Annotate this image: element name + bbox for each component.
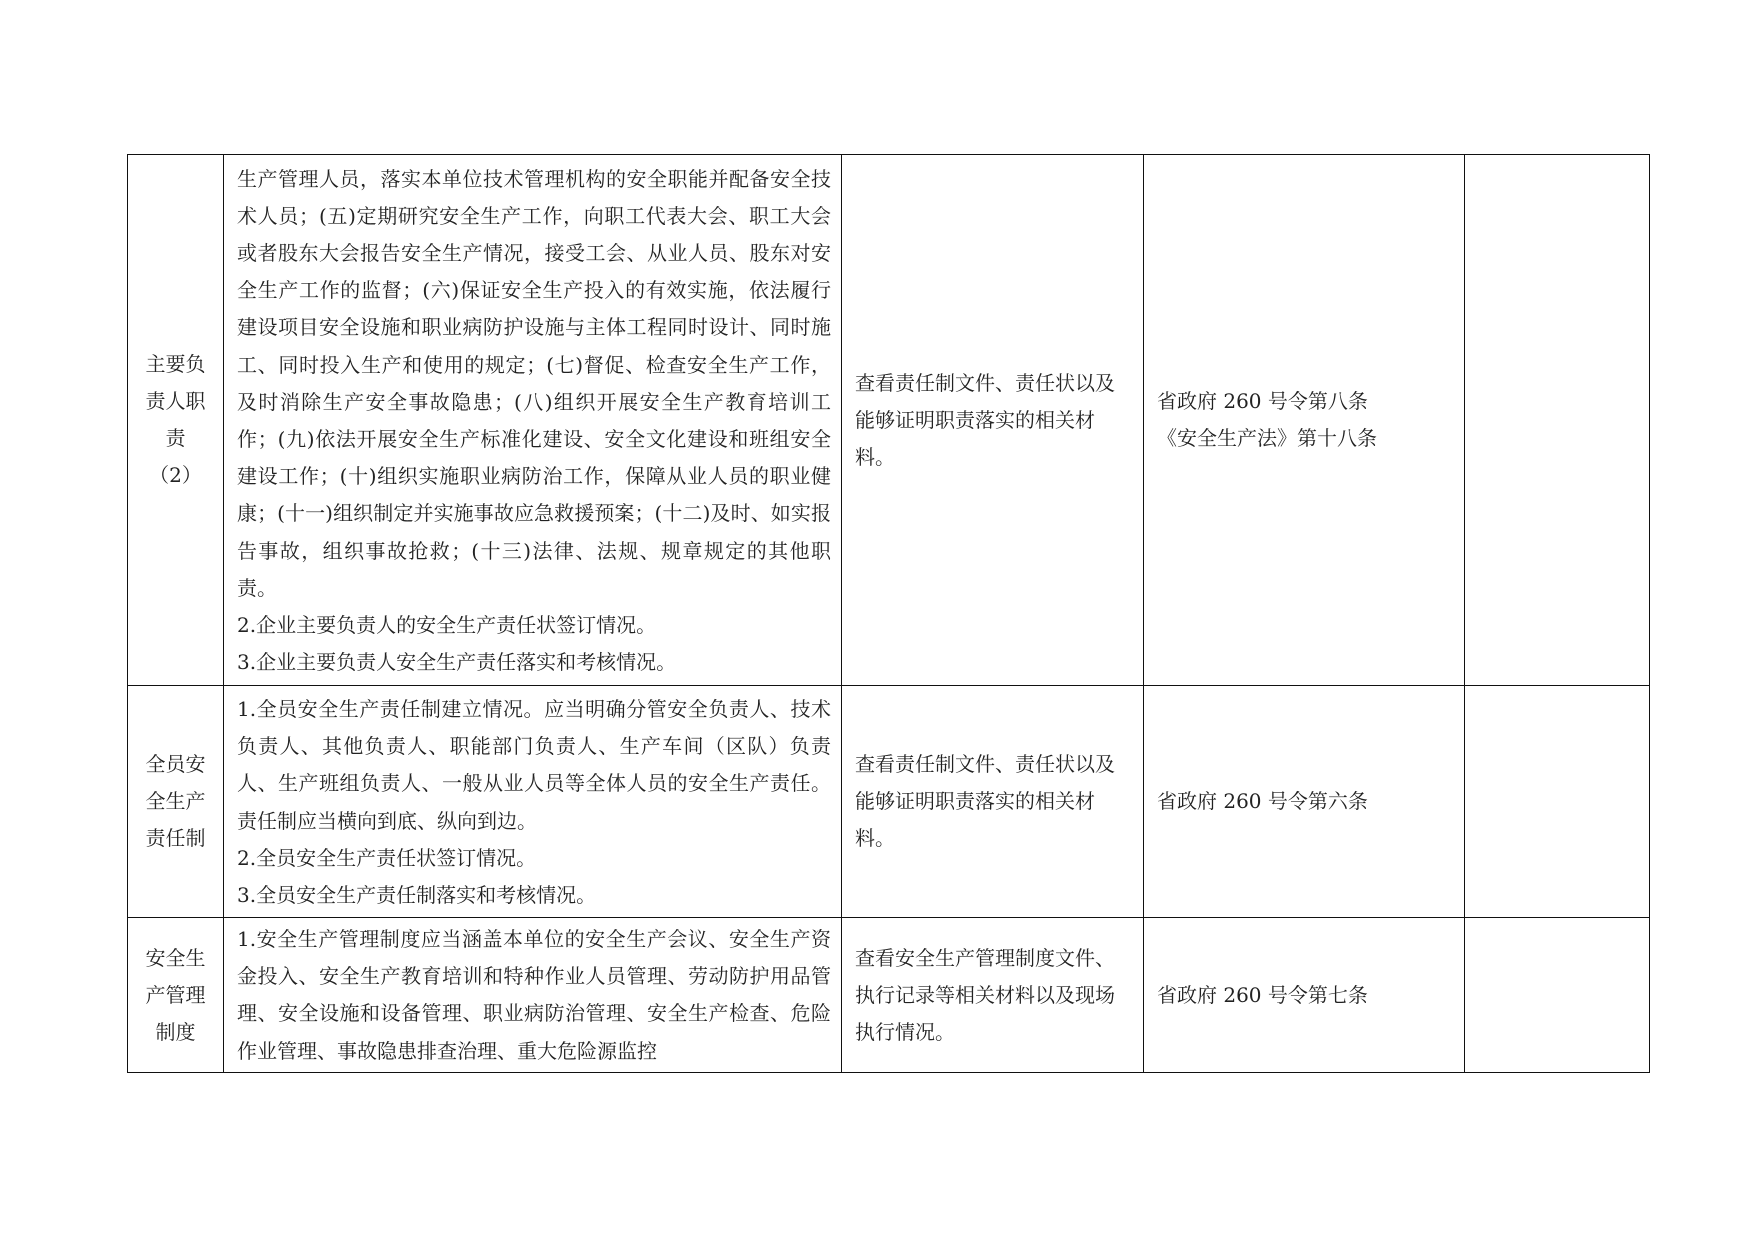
item-name-cell xyxy=(128,686,224,918)
content-paragraph: 生产管理人员，落实本单位技术管理机构的安全职能并配备安全技术人员；(五)定期研究安全生产工作，向职工代表大会、职工大会或者股东大会报告安全生产情况，接受工会、从业人员、股东对安全生产工作的监督；(六)保证安全生产投入的有效实施，依法履行建设项目安全设施和职业病防护设施与主体工程同时设计、同时施工、同时投入生产和使用的规定；(七)督促、检查安全生产工作，及时消除生产安全事故隐患；(八)组织开展安全生产教育培训工作；(九)依法开展安全生产标准化建设、安全文化建设和班组安全建设工作；(十)组织实施职业病防治工作，保障从业人员的职业健康；(十一)组织制定并实施事故应急救援预案；(十二)及时、如实报告事故，组织事故抢救；(十三)法律、法规、规章规定的其他职责。 xyxy=(237,166,831,600)
item-name-cell xyxy=(128,155,224,686)
method-cell xyxy=(842,686,1144,918)
item-name-cell xyxy=(128,918,224,1073)
basis-cell xyxy=(1144,686,1465,918)
basis-line: 省政府 260 号令第七条 xyxy=(1157,982,1368,1007)
content-cell xyxy=(224,155,842,686)
remark-cell xyxy=(1465,155,1650,686)
item-name-line: 责任制 xyxy=(145,826,206,850)
content-paragraph: 3.全员安全生产责任制落实和考核情况。 xyxy=(237,882,597,907)
item-name-line: 责人职 xyxy=(145,389,206,413)
basis-line: 省政府 260 号令第六条 xyxy=(1157,789,1368,813)
content-paragraph: 2.企业主要负责人的安全生产责任状签订情况。 xyxy=(237,613,657,638)
content-paragraph: 3.企业主要负责人安全生产责任落实和考核情况。 xyxy=(237,650,677,675)
remark-cell xyxy=(1465,918,1650,1073)
method-text: 查看责任制文件、责任状以及能够证明职责落实的相关材料。 xyxy=(855,752,1115,850)
table-row xyxy=(128,155,1650,686)
method-cell xyxy=(842,155,1144,686)
item-name-line: 全生产 xyxy=(145,789,206,813)
item-name-line: 主要负 xyxy=(145,352,206,376)
content-cell xyxy=(224,686,842,918)
item-name-line: 责 xyxy=(165,426,186,450)
inspection-table xyxy=(127,154,1650,1073)
basis-line: 《安全生产法》第十八条 xyxy=(1157,426,1377,450)
content-paragraph: 1.全员安全生产责任制建立情况。应当明确分管安全负责人、技术负责人、其他负责人、职能部门负责人、生产车间（区队）负责人、生产班组负责人、一般从业人员等全体人员的安全生产责任。责任制应当横向到底、纵向到边。 xyxy=(237,696,831,833)
table-row xyxy=(128,918,1650,1073)
item-name-line: （2） xyxy=(149,463,202,487)
content-cell xyxy=(224,918,842,1073)
method-text: 查看责任制文件、责任状以及能够证明职责落实的相关材料。 xyxy=(855,370,1115,469)
item-name-line: 全员安 xyxy=(145,752,206,776)
method-text: 查看安全生产管理制度文件、执行记录等相关材料以及现场执行情况。 xyxy=(855,945,1115,1044)
method-cell xyxy=(842,918,1144,1073)
content-paragraph: 2.全员安全生产责任状签订情况。 xyxy=(237,845,537,870)
remark-cell xyxy=(1465,686,1650,918)
content-paragraph: 1.安全生产管理制度应当涵盖本单位的安全生产会议、安全生产资金投入、安全生产教育培训和特种作业人员管理、劳动防护用品管理、安全设施和设备管理、职业病防治管理、安全生产检查、危险作业管理、事故隐患排查治理、重大危险源监控 xyxy=(237,927,831,1063)
basis-line: 省政府 260 号令第八条 xyxy=(1157,389,1368,413)
basis-cell xyxy=(1144,918,1465,1073)
basis-cell xyxy=(1144,155,1465,686)
table-row xyxy=(128,686,1650,918)
item-name-line: 安全生 xyxy=(145,945,206,970)
item-name-line: 产管理 xyxy=(145,982,206,1007)
item-name-line: 制度 xyxy=(155,1019,196,1044)
